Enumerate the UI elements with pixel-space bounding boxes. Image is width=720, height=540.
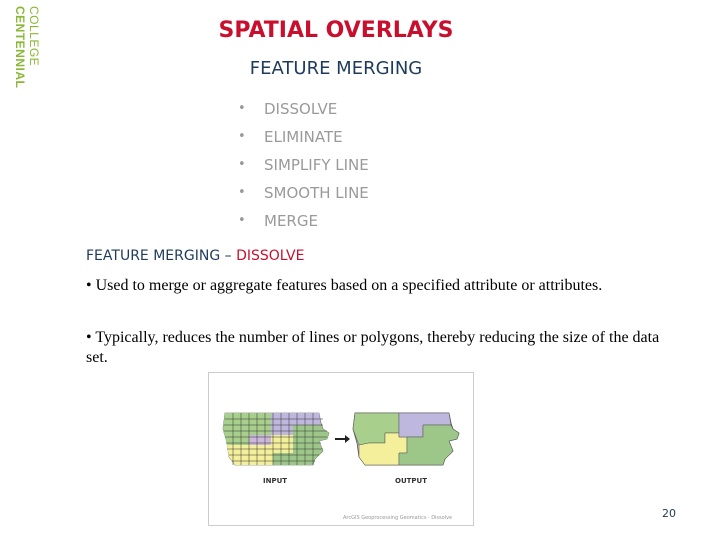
bullet-list [238, 95, 369, 235]
bullet-dot: • [238, 185, 246, 200]
logo-text-centennial: CENTENNIAL [13, 6, 27, 89]
bullet-item [238, 95, 369, 123]
bullet-dot: • [238, 129, 246, 144]
bullet-dot: • [238, 101, 246, 116]
input-map [223, 413, 329, 465]
page-number: 20 [662, 507, 676, 520]
bullet-label: SMOOTH LINE [264, 184, 369, 202]
bullet-dot: • [238, 157, 246, 172]
bullet-label: DISSOLVE [264, 100, 338, 118]
slide-title: SPATIAL OVERLAYS [218, 18, 454, 43]
output-map [353, 413, 459, 465]
arrow-right-icon [335, 435, 350, 443]
paragraph-2: • Typically, reduces the number of lines or polygons, thereby reducing the size of the data set. [86, 329, 660, 366]
bullet-item [238, 151, 369, 179]
section-heading-highlight: DISSOLVE [236, 248, 305, 264]
logo-text-college: COLLEGE [27, 6, 41, 67]
bullet-item [238, 179, 369, 207]
paragraph-1: • Used to merge or aggregate features based on a specified attribute or attributes. [86, 277, 603, 294]
section-heading-prefix: FEATURE MERGING – [86, 248, 237, 264]
bullet-item [238, 207, 369, 235]
bullet-item [238, 123, 369, 151]
bullet-label: ELIMINATE [264, 128, 343, 146]
bullet-label: SIMPLIFY LINE [264, 156, 369, 174]
bullet-dot: • [238, 213, 246, 228]
dissolve-figure [208, 372, 474, 526]
slide-subtitle: FEATURE MERGING [249, 58, 423, 79]
figure-credit: ArcGIS Geoprocessing Geomatics · Dissolve [343, 515, 453, 521]
section-heading [86, 248, 304, 264]
bullet-label: MERGE [264, 212, 318, 230]
input-label: INPUT [263, 477, 288, 485]
output-label: OUTPUT [395, 477, 427, 485]
